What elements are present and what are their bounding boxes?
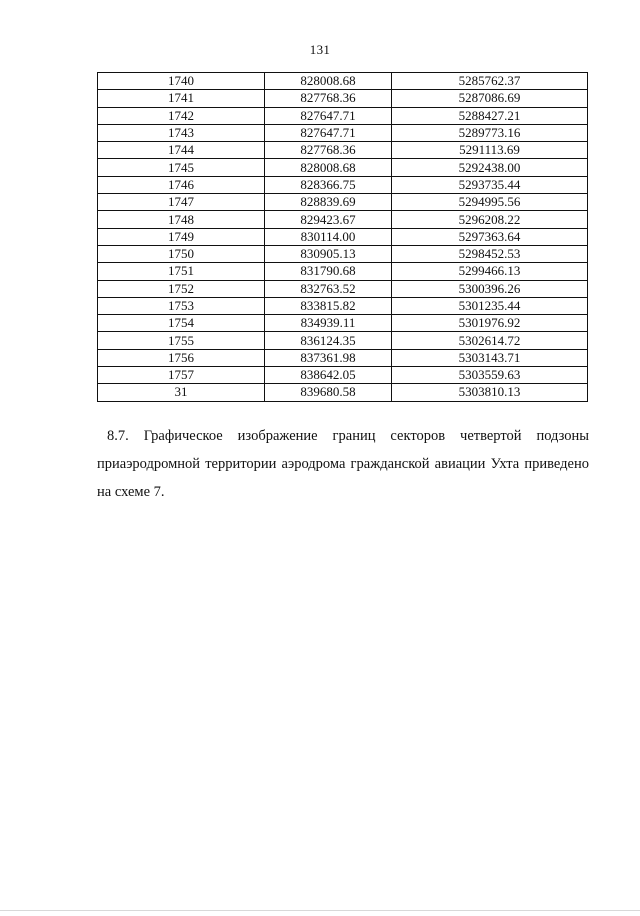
x-coordinate-cell: 836124.35 [265, 332, 392, 349]
point-number-cell: 1742 [98, 107, 265, 124]
table-row [98, 384, 588, 401]
y-coordinate-cell: 5296208.22 [392, 211, 588, 228]
y-coordinate-cell: 5293735.44 [392, 176, 588, 193]
y-coordinate-cell: 5287086.69 [392, 90, 588, 107]
y-coordinate-cell: 5299466.13 [392, 263, 588, 280]
table-row [98, 107, 588, 124]
coordinates-table [97, 72, 588, 402]
y-coordinate-cell: 5294995.56 [392, 194, 588, 211]
point-number-cell: 31 [98, 384, 265, 401]
page-number: 131 [309, 42, 331, 57]
x-coordinate-cell: 830905.13 [265, 245, 392, 262]
y-coordinate-cell: 5303810.13 [392, 384, 588, 401]
x-coordinate-cell: 834939.11 [265, 315, 392, 332]
x-coordinate-cell: 839680.58 [265, 384, 392, 401]
coordinates-table-body [98, 73, 588, 402]
y-coordinate-cell: 5291113.69 [392, 142, 588, 159]
y-coordinate-cell: 5303559.63 [392, 367, 588, 384]
table-row [98, 367, 588, 384]
x-coordinate-cell: 829423.67 [265, 211, 392, 228]
point-number-cell: 1743 [98, 124, 265, 141]
point-number-cell: 1756 [98, 349, 265, 366]
x-coordinate-cell: 833815.82 [265, 297, 392, 314]
table-row [98, 315, 588, 332]
point-number-cell: 1741 [98, 90, 265, 107]
y-coordinate-cell: 5301976.92 [392, 315, 588, 332]
x-coordinate-cell: 827768.36 [265, 142, 392, 159]
x-coordinate-cell: 827768.36 [265, 90, 392, 107]
section-paragraph: 8.7. Графическое изображение границ секторов четвертой подзоны приаэродромной территории аэродрома гражданской авиации Ухта приведено на схеме 7. [97, 428, 589, 500]
table-row [98, 263, 588, 280]
point-number-cell: 1751 [98, 263, 265, 280]
point-number-cell: 1754 [98, 315, 265, 332]
table-row [98, 90, 588, 107]
table-row [98, 142, 588, 159]
point-number-cell: 1750 [98, 245, 265, 262]
point-number-cell: 1744 [98, 142, 265, 159]
x-coordinate-cell: 832763.52 [265, 280, 392, 297]
page-bottom-edge [0, 910, 640, 911]
y-coordinate-cell: 5301235.44 [392, 297, 588, 314]
x-coordinate-cell: 831790.68 [265, 263, 392, 280]
point-number-cell: 1753 [98, 297, 265, 314]
table-row [98, 349, 588, 366]
table-row [98, 211, 588, 228]
table-row [98, 297, 588, 314]
x-coordinate-cell: 827647.71 [265, 124, 392, 141]
x-coordinate-cell: 828008.68 [265, 159, 392, 176]
point-number-cell: 1757 [98, 367, 265, 384]
point-number-cell: 1746 [98, 176, 265, 193]
y-coordinate-cell: 5300396.26 [392, 280, 588, 297]
y-coordinate-cell: 5288427.21 [392, 107, 588, 124]
table-row [98, 194, 588, 211]
x-coordinate-cell: 830114.00 [265, 228, 392, 245]
y-coordinate-cell: 5297363.64 [392, 228, 588, 245]
table-row [98, 228, 588, 245]
table-row [98, 280, 588, 297]
table-row [98, 124, 588, 141]
table-row [98, 73, 588, 90]
y-coordinate-cell: 5298452.53 [392, 245, 588, 262]
x-coordinate-cell: 828366.75 [265, 176, 392, 193]
point-number-cell: 1745 [98, 159, 265, 176]
y-coordinate-cell: 5285762.37 [392, 73, 588, 90]
x-coordinate-cell: 828839.69 [265, 194, 392, 211]
point-number-cell: 1747 [98, 194, 265, 211]
point-number-cell: 1752 [98, 280, 265, 297]
y-coordinate-cell: 5303143.71 [392, 349, 588, 366]
point-number-cell: 1740 [98, 73, 265, 90]
table-row [98, 332, 588, 349]
table-row [98, 159, 588, 176]
table-row [98, 176, 588, 193]
x-coordinate-cell: 837361.98 [265, 349, 392, 366]
point-number-cell: 1755 [98, 332, 265, 349]
table-row [98, 245, 588, 262]
x-coordinate-cell: 838642.05 [265, 367, 392, 384]
x-coordinate-cell: 827647.71 [265, 107, 392, 124]
y-coordinate-cell: 5302614.72 [392, 332, 588, 349]
point-number-cell: 1748 [98, 211, 265, 228]
point-number-cell: 1749 [98, 228, 265, 245]
x-coordinate-cell: 828008.68 [265, 73, 392, 90]
y-coordinate-cell: 5292438.00 [392, 159, 588, 176]
y-coordinate-cell: 5289773.16 [392, 124, 588, 141]
